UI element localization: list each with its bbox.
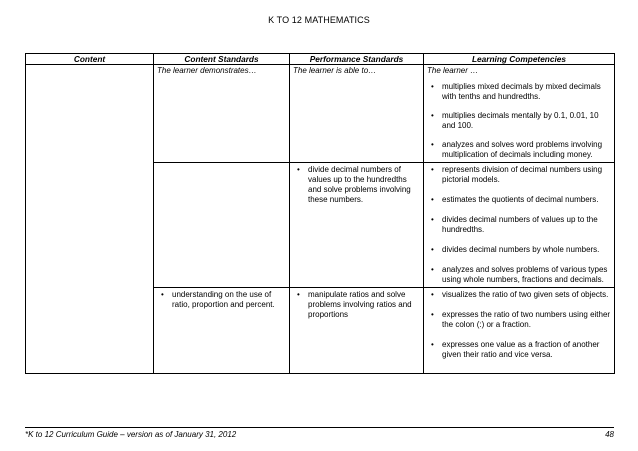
table-header-row bbox=[26, 54, 615, 65]
table-lead-row bbox=[26, 65, 615, 79]
page-number: 48 bbox=[605, 430, 614, 439]
learning-competencies-cell bbox=[424, 78, 615, 163]
lead-content-standards: The learner demonstrates… bbox=[154, 65, 290, 79]
competency-list bbox=[427, 82, 611, 160]
performance-standards-cell bbox=[290, 163, 424, 288]
competency-list bbox=[427, 290, 611, 360]
list-item: • multiplies decimals mentally by 0.1, 0.01, 10 and 100. bbox=[431, 111, 599, 130]
bullet: • bbox=[431, 215, 434, 224]
list-item: • multiplies mixed decimals by mixed decimals with tenths and hundredths. bbox=[431, 82, 601, 101]
list-item: • analyzes and solves problems of various types using whole numbers, fractions and decimals. bbox=[431, 265, 608, 284]
page-header: K TO 12 MATHEMATICS bbox=[268, 15, 370, 25]
list-item: • visualizes the ratio of two given sets of objects. bbox=[431, 290, 609, 299]
column-header-learning-competencies: Learning Competencies bbox=[424, 54, 615, 65]
lead-content-cell bbox=[26, 65, 154, 79]
performance-standards-cell bbox=[290, 78, 424, 163]
bullet: • bbox=[431, 111, 434, 120]
learning-competencies-cell bbox=[424, 288, 615, 374]
content-cell bbox=[26, 288, 154, 374]
list-item: • manipulate ratios and solve problems involving ratios and proportions bbox=[297, 290, 412, 319]
learning-competencies-cell bbox=[424, 163, 615, 288]
list-item: • estimates the quotients of decimal numbers. bbox=[431, 195, 599, 204]
list-item: • divides decimal numbers of values up to the hundredths. bbox=[431, 215, 598, 234]
content-standards-cell bbox=[154, 163, 290, 288]
table-row bbox=[26, 163, 615, 288]
bullet: • bbox=[431, 165, 434, 174]
bullet: • bbox=[161, 290, 164, 299]
page-footer bbox=[25, 427, 614, 442]
lead-learning-competencies: The learner … bbox=[424, 65, 615, 79]
table-row bbox=[26, 288, 615, 374]
list-item: • represents division of decimal numbers using pictorial models. bbox=[431, 165, 603, 184]
bullet: • bbox=[431, 290, 434, 299]
content-cell bbox=[26, 163, 154, 288]
content-standards-list bbox=[157, 290, 286, 310]
column-header-performance-standards: Performance Standards bbox=[290, 54, 424, 65]
list-item: • divides decimal numbers by whole numbers. bbox=[431, 245, 600, 254]
lead-performance-standards: The learner is able to… bbox=[290, 65, 424, 79]
list-item: • analyzes and solves word problems involving multiplication of decimals including money. bbox=[431, 140, 603, 159]
curriculum-table bbox=[25, 53, 615, 374]
competency-list bbox=[427, 165, 611, 285]
bullet: • bbox=[431, 245, 434, 254]
column-header-content: Content bbox=[26, 54, 154, 65]
performance-standards-cell bbox=[290, 288, 424, 374]
bullet: • bbox=[431, 265, 434, 274]
column-header-content-standards: Content Standards bbox=[154, 54, 290, 65]
content-standards-cell bbox=[154, 288, 290, 374]
bullet: • bbox=[431, 82, 434, 91]
bullet: • bbox=[431, 310, 434, 319]
bullet: • bbox=[431, 140, 434, 149]
bullet: • bbox=[297, 165, 300, 174]
content-standards-cell bbox=[154, 78, 290, 163]
list-item: • understanding on the use of ratio, proportion and percent. bbox=[161, 290, 275, 309]
content-cell bbox=[26, 78, 154, 163]
bullet: • bbox=[431, 195, 434, 204]
table-row bbox=[26, 78, 615, 163]
list-item: • divide decimal numbers of values up to the hundredths and solve problems involving these numbers. bbox=[297, 165, 411, 204]
performance-list bbox=[293, 290, 420, 320]
performance-list bbox=[293, 165, 420, 205]
list-item: • expresses one value as a fraction of another given their ratio and vice versa. bbox=[431, 340, 600, 359]
footer-version-note: *K to 12 Curriculum Guide – version as of January 31, 2012 bbox=[25, 430, 237, 439]
bullet: • bbox=[431, 340, 434, 349]
list-item: • expresses the ratio of two numbers using either the colon (:) or a fraction. bbox=[431, 310, 611, 329]
bullet: • bbox=[297, 290, 300, 299]
